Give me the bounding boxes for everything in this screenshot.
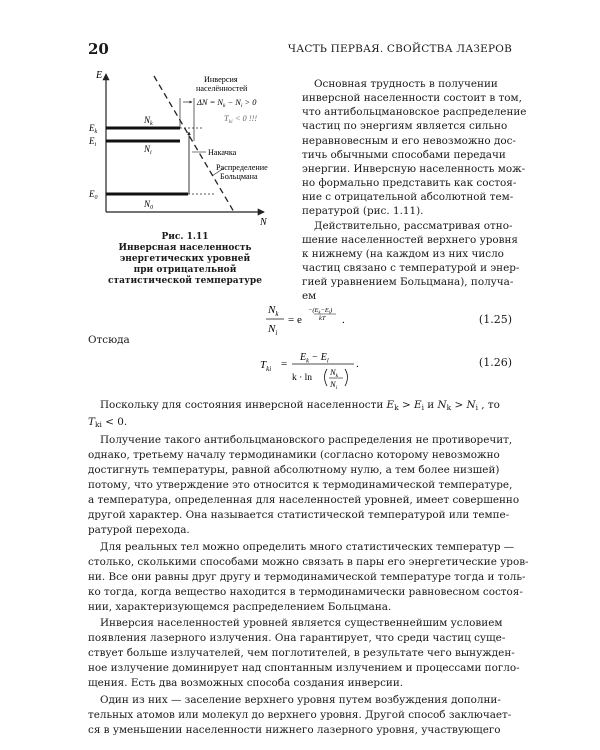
svg-text:−(Ek−El): $-(E_k-E_l)$ <box>308 307 333 315</box>
caption-line: статистической температуре <box>108 276 262 286</box>
svg-text:Nk: $N_k$ <box>268 304 279 318</box>
text-line: нии, характеризующемся распределением Больцмана. <box>88 601 392 613</box>
paragraph-methods <box>88 693 512 738</box>
svg-text:Tki: $T_{ki}$ <box>260 359 272 373</box>
since-line-2: $T_{ki} < 0$. <box>88 416 128 429</box>
equation-1-26 <box>258 350 378 395</box>
text-line: Действительно, рассматривая отно- <box>314 219 513 232</box>
text-line: ние с отрицательной абсолютной тем- <box>302 191 514 204</box>
paragraph-inversion <box>88 616 520 691</box>
pump-label: Накачка <box>208 148 237 157</box>
otsyuda-text: Отсюда <box>88 334 130 346</box>
text-line: достигнуть температуры, равной абсолютному нулю, а тем более низшей) <box>88 464 500 476</box>
text-line: щения. Есть два возможных способа создания инверсии. <box>88 677 404 689</box>
dist-label-1: Распределение <box>216 163 268 172</box>
paragraph-real-bodies <box>88 540 529 615</box>
text-line: однако, третьему началу термодинамики (согласно которому невозможно <box>88 449 500 461</box>
text-line: тичь обычными способами передачи <box>302 148 506 161</box>
caption-line: энергетических уровней <box>119 254 251 264</box>
text-line: но формально представить как состоя- <box>302 177 517 190</box>
tki-negative-label: $T_{ki} < 0$ !!! <box>224 114 258 125</box>
svg-text:=: = <box>281 358 288 370</box>
page-number: 20 <box>88 40 109 58</box>
text-line: что антибольцмановское распределение <box>302 106 527 119</box>
boltzmann-dashed-line <box>154 76 234 212</box>
pop-n0-label: $N_0$ <box>144 199 154 211</box>
text-line: ся в уменьшении населенности нижнего лазерного уровня, участвующего <box>88 724 501 736</box>
text-line: инверсной населенности состоит в том, <box>302 92 522 105</box>
figure-caption <box>100 232 270 287</box>
text-line: частиц связано с температурой и энер- <box>302 262 520 275</box>
text-line: ратурой перехода. <box>88 524 190 536</box>
text-line: ем <box>302 290 317 303</box>
svg-text:Ek − El: $E_k - E_l$ <box>300 352 329 365</box>
text-line: гией уравнением Больцмана), получа- <box>302 276 514 289</box>
text-line: к нижнему (на каждом из них число <box>302 247 504 260</box>
text-line: шение населенностей верхнего уровня <box>302 233 518 246</box>
inversion-delta: $\Delta N = N_k - N_i > 0$ <box>197 98 257 109</box>
text-line: появления лазерного излучения. Она гарантирует, что среди частиц суще- <box>88 632 506 644</box>
caption-line: при отрицательной <box>133 265 237 275</box>
text-line: неравновесным и его невозможно дос- <box>302 134 516 147</box>
axis-e-label: E <box>96 70 103 81</box>
pop-nk-label: $N_k$ <box>144 115 153 127</box>
text-line: ное излучение доминирует над спонтанным излучением и процессами погло- <box>88 662 520 674</box>
text-line: Один из них — заселение верхнего уровня путем возбуждения дополни- <box>100 694 501 706</box>
svg-text:kT: kT <box>319 315 326 322</box>
equation-number-1-26: (1.26) <box>478 356 512 369</box>
text-line: столько, сколькими способами можно связать в пары его энергетические уров- <box>88 556 529 568</box>
level-ek-label: $E_k$ <box>89 123 98 135</box>
text-line: Основная трудность в получении <box>314 78 498 90</box>
text-line: Инверсия населенностей уровней является существеннейшим условием <box>100 617 503 629</box>
text-line: а температура, определенная для населенностей уровней, имеет совершенно <box>88 494 520 506</box>
paragraph-third-law <box>88 433 520 538</box>
level-e0-label: $E_0$ <box>89 189 98 201</box>
energy-level-diagram <box>84 64 289 234</box>
text-line: потому, что утверждение это относится к термодинамической температуре, <box>88 479 513 491</box>
text-line: энергии. Инверсную населенность мож- <box>302 162 526 175</box>
caption-line: Инверсная населенность <box>118 243 252 253</box>
svg-text:Nk: $N_k$ <box>330 367 339 379</box>
right-column-text <box>302 77 527 304</box>
text-line: частиц по энергиям является сильно <box>302 120 508 133</box>
text-line: ни. Все они равны друг другу и термодинамической температуре тогда и толь- <box>88 571 526 583</box>
equation-number-1-25: (1.25) <box>478 313 512 326</box>
text-line: ко тогда, когда вещество находится в термодинамически равновесном состоя- <box>88 586 523 598</box>
since-line-1: Поскольку для состояния инверсной населенности $E_k > E_i$ и $N_k > N_i$ , то <box>100 399 500 412</box>
inversion-label-1: Инверсия <box>204 75 238 84</box>
svg-text:.: . <box>356 358 359 370</box>
text-line: пературой (рис. 1.11). <box>302 205 424 218</box>
text-line: тельных атомов или молекул до верхнего уровня. Другой способ заключает- <box>88 709 512 721</box>
svg-text:k · ln: k · ln <box>292 373 313 383</box>
running-header: ЧАСТЬ ПЕРВАЯ. СВОЙСТВА ЛАЗЕРОВ <box>287 43 512 55</box>
dist-label-2: Больцмана <box>220 172 258 181</box>
svg-text:Ni: $N_i$ <box>330 379 338 391</box>
svg-text:= e: = e <box>288 314 302 326</box>
pop-ni-label: $N_i$ <box>144 144 152 156</box>
axis-n-label: N <box>260 217 267 228</box>
svg-text:Ni: $N_i$ <box>268 323 278 337</box>
text-line: Получение такого антибольцмановского распределения не противоречит, <box>100 434 513 446</box>
caption-number: Рис. 1.11 <box>161 232 209 242</box>
text-line: Для реальных тел можно определить много статистических температур — <box>100 541 515 553</box>
svg-text:.: . <box>342 314 345 326</box>
text-line: другой характер. Она называется статистической температурой или темпе- <box>88 509 510 521</box>
text-line: ствует больше излучателей, чем поглотителей, в результате чего вынужден- <box>88 647 515 659</box>
since-paragraph <box>88 398 512 432</box>
level-ei-label: $E_i$ <box>89 136 97 148</box>
inversion-label-2: населённостей <box>196 84 248 93</box>
